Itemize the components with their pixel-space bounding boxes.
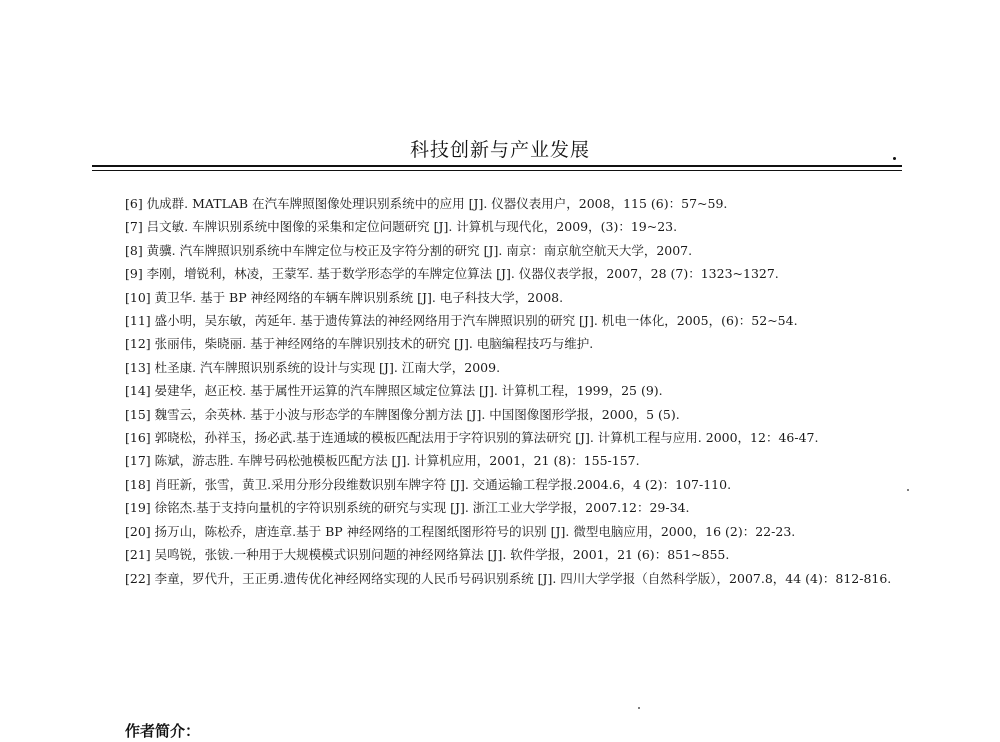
reference-item: [6] 仇成群. MATLAB 在汽车牌照图像处理识别系统中的应用 [J]. 仪器仪表用户，2008，115 (6)：57~59. <box>125 196 728 211</box>
page-title: 科技创新与产业发展 <box>409 139 590 161</box>
scan-speck <box>638 707 640 709</box>
reference-item: [17] 陈斌，游志胜. 车牌号码松弛模板匹配方法 [J]. 计算机应用，2001，21 (8)：155-157. <box>125 453 640 469</box>
reference-item: [12] 张丽伟，柴晓丽. 基于神经网络的车牌识别技术的研究 [J]. 电脑编程技巧与维护. <box>125 336 594 352</box>
reference-item: [18] 肖旺新，张雪，黄卫.采用分形分段维数识别车牌字符 [J]. 交通运输工程学报.2004.6，4 (2)：107-110. <box>125 476 732 492</box>
reference-item: [11] 盛小明，吴东敏，芮延年. 基于遗传算法的神经网络用于汽车牌照识别的研究 [J]. 机电一体化，2005，(6)：52~54. <box>125 313 798 329</box>
scan-speck <box>907 489 909 491</box>
reference-item: [14] 晏建华，赵正校. 基于属性开运算的汽车牌照区域定位算法 [J]. 计算机工程，1999，25 (9). <box>125 383 663 399</box>
reference-item: [10] 黄卫华. 基于 BP 神经网络的车辆车牌识别系统 [J]. 电子科技大学，2008. <box>125 289 564 305</box>
author-intro-heading: 作者简介： <box>125 722 201 740</box>
reference-item: [21] 吴鸣锐，张钹.一种用于大规模模式识别问题的神经网络算法 [J]. 软件学报，2001，21 (6)：851~855. <box>125 547 730 563</box>
header-rule-speck <box>893 157 896 160</box>
reference-item: [9] 李刚，增锐利，林凌，王蒙军. 基于数学形态学的车牌定位算法 [J]. 仪器仪表学报，2007，28 (7)：1323~1327. <box>125 266 779 282</box>
reference-item: [19] 徐铭杰.基于支持向量机的字符识别系统的研究与实现 [J]. 浙江工业大学学报，2007.12：29-34. <box>125 500 690 516</box>
reference-item: [13] 杜圣康. 汽车牌照识别系统的设计与实现 [J]. 江南大学，2009. <box>125 359 501 375</box>
reference-item: [15] 魏雪云，余英林. 基于小波与形态学的车牌图像分割方法 [J]. 中国图像图形学报，2000，5 (5). <box>125 406 680 422</box>
reference-item: [7] 吕文敏. 车牌识别系统中图像的采集和定位问题研究 [J]. 计算机与现代化，2009，(3)：19~23. <box>125 219 678 235</box>
header-rule-thick <box>92 165 902 167</box>
header-rule-thin <box>92 170 902 171</box>
reference-item: [16] 郭晓松，孙祥玉，扬必武.基于连通域的模板匹配法用于字符识别的算法研究 [J]. 计算机工程与应用. 2000，12：46-47. <box>125 430 819 446</box>
reference-list <box>92 192 902 590</box>
reference-item: [8] 黄骥. 汽车牌照识别系统中车牌定位与校正及字符分割的研究 [J]. 南京：南京航空航天大学，2007. <box>125 242 693 258</box>
reference-item: [22] 李童，罗代升，王正勇.遗传优化神经网络实现的人民币号码识别系统 [J]. 四川大学学报（自然科学版），2007.8，44 (4)：812-816. <box>125 570 892 586</box>
reference-item: [20] 扬万山，陈松乔，唐连章.基于 BP 神经网络的工程图纸图形符号的识别 [J]. 微型电脑应用，2000，16 (2)：22-23. <box>125 523 796 539</box>
